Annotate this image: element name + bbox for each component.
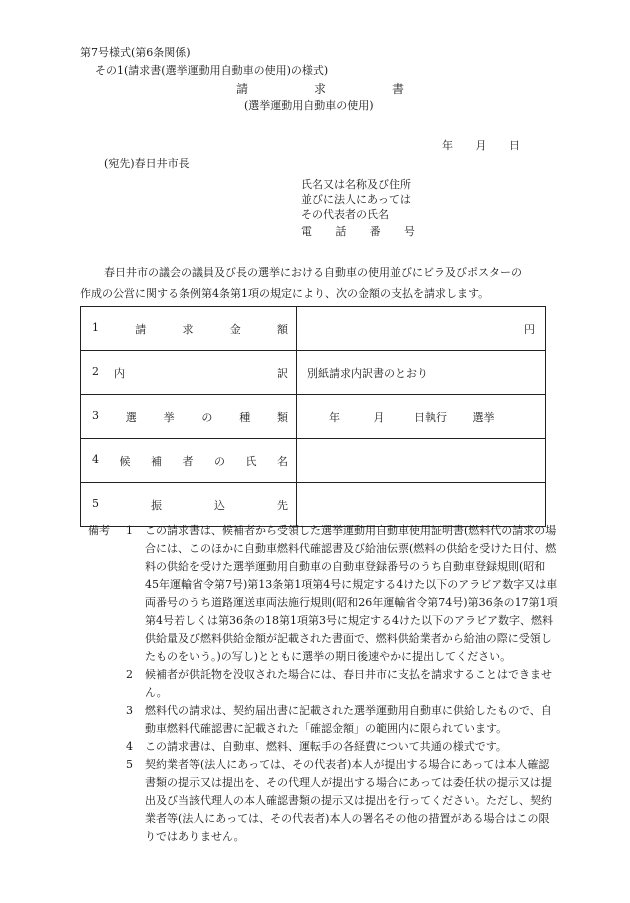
date-line: 年 月 日 [442, 139, 520, 152]
addressee: (宛先)春日井市長 [104, 157, 190, 170]
applicant-label-line: 氏名又は名称及び住所 [301, 178, 411, 191]
phone-label: 電 話 番 号 [301, 225, 415, 238]
table-row [81, 395, 546, 439]
notes-title: 備考 [88, 524, 110, 537]
candidate-name-field[interactable] [297, 439, 546, 483]
breakdown-field[interactable] [297, 351, 546, 395]
notes-section [88, 522, 558, 846]
applicant-label-block [301, 177, 411, 222]
applicant-label-line: 並びに法人にあっては [301, 193, 411, 206]
table-row [81, 483, 546, 527]
row-label-amount: 1 請 求 金 額 [81, 307, 297, 351]
table-row [81, 351, 546, 395]
intro-line-1: 春日井市の議会の議員及び長の選挙における自動車の使用並びにビラ及びポスターの [104, 266, 522, 279]
table-row [81, 307, 546, 351]
row-label-breakdown: 2 内 訳 [81, 351, 297, 395]
table-row [81, 439, 546, 483]
document-title: 請 求 書 [236, 82, 404, 96]
note-item: 4 この請求書は、自動車、燃料、運転手の各経費について共通の様式です。 [126, 740, 507, 753]
row-label-election-type: 3 選 挙 の 種 類 [81, 395, 297, 439]
note-item: 備考 1 この請求書は、候補者から受領した選挙運動用自動車使用証明書(燃料代の請求の場合には、このほかに自動車燃料代確認書及び給油伝票(燃料の供給を受けた日付、燃料の供給を受けた選挙運動用自動車の自動車登録番号のうち自動車登録規則(昭和45年運輸省令第7号)第13条第1項第4号に規定する4けた以下のアラビア数字又は車両番号のうち道路運送車両法施行規則(昭和26年運輸省令第74号)第36条の17第1項第4号若しくは第36条の18第1項第3号に規定する4けた以下のアラビア数字、燃料供給量及び燃料供給金額が記載された書面で、燃料供給業者から給油の際に受領したものをいう。)の写し)とともに選挙の期日後速やかに提出してください。 [88, 522, 558, 666]
note-item: 5 契約業者等(法人にあっては、その代表者)本人が提出する場合にあっては本人確認書類の提示又は提出を、その代理人が提出する場合にあっては委任状の提示又は提出及び当該代理人の本人確認書類の提示又は提出を行ってください。ただし、契約業者等(法人にあっては、その代表者)本人の署名その他の措置がある場合はこの限りではありません。 [126, 758, 552, 843]
claim-table [80, 306, 546, 527]
row-label-transfer-account: 5 振 込 先 [81, 483, 297, 527]
applicant-label-line: その代表者の氏名 [301, 208, 389, 221]
row-label-candidate-name: 4 候 補 者 の 氏 名 [81, 439, 297, 483]
form-number: 第7号様式(第6条関係) [80, 46, 191, 59]
note-item: 3 燃料代の請求は、契約届出書に記載された選挙運動用自動車に供給したもので、自動車燃料代確認書に記載された「確認金額」の範囲内に限られています。 [126, 704, 552, 735]
form-sub-heading: その1(請求書(選挙運動用自動車の使用)の様式) [95, 64, 329, 77]
note-item: 2 候補者が供託物を没収された場合には、春日井市に支払を請求することはできません。 [126, 668, 552, 699]
document-subtitle: (選挙運動用自動車の使用) [244, 99, 374, 112]
intro-line-2: 作成の公営に関する条例第4条第1項の規定により、次の金額の支払を請求します。 [80, 287, 490, 300]
election-type-field[interactable]: 年 月 日執行 選挙 [297, 395, 546, 439]
breakdown-value: 別紙請求内訳書のとおり [307, 366, 428, 380]
amount-field[interactable] [297, 307, 546, 351]
yen-unit: 円 [524, 322, 535, 336]
transfer-account-field[interactable] [297, 483, 546, 527]
